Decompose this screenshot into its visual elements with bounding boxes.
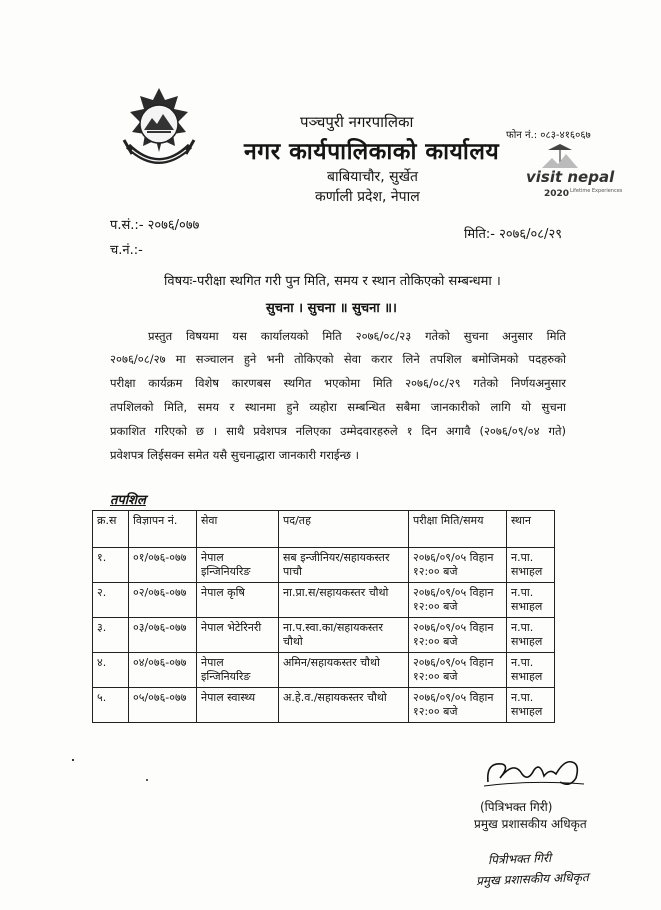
letter-number: प.सं.:- २०७६/०७७ <box>110 218 200 233</box>
body-line: परीक्षा कार्यक्रम विशेष कारणबस स्थगित भएकोमा मिति २०७६/०८/२९ गतेको निर्णयअनुसार <box>110 376 566 390</box>
visit-nepal-year: 2020 <box>544 189 570 199</box>
visit-nepal-word: visit nepal <box>526 168 615 186</box>
column-header-ad-no: विज्ञापन नं. <box>129 511 197 548</box>
subject-line: विषयः-परीक्षा स्थगित गरी पुन मिति, समय र स्थान तोकिएको सम्बन्धमा । <box>164 274 501 289</box>
schedule-table <box>92 510 555 723</box>
cell-venue: न.पा. सभाहल <box>507 583 555 618</box>
column-header-exam: परीक्षा मिति/समय <box>409 511 507 548</box>
cell-ad-no: ०५/०७६-०७७ <box>129 688 197 723</box>
cell-exam: २०७६/०९/०५ विहान १२:०० बजे <box>409 548 507 583</box>
cell-post: अ.हे.व./सहायकस्तर चौथो <box>279 688 409 723</box>
cell-venue: न.पा. सभाहल <box>507 688 555 723</box>
cell-post: सब इन्जीनियर/सहायकस्तर पाचौ <box>279 548 409 583</box>
signatory-title: प्रमुख प्रशासकीय अधिकृत <box>474 817 587 831</box>
cell-post: ना.प्रा.स/सहायकस्तर चौथो <box>279 583 409 618</box>
scan-speck <box>72 759 74 761</box>
cell-venue: न.पा. सभाहल <box>507 618 555 653</box>
table-row <box>93 583 555 618</box>
address-line-1: बाबियाचौर, सुर्खेत <box>327 169 419 185</box>
handwritten-name: पित्रीभक्त गिरी <box>487 850 552 868</box>
body-line: २०७६/०८/२७ मा सञ्चालन हुने भनी तोकिएको सेवा करार लिने तपशिल बमोजिमको पदहरुको <box>110 352 566 366</box>
cell-sn: १. <box>93 548 129 583</box>
table-header-row <box>93 511 555 548</box>
body-line: प्रवेशपत्र लिईसक्न समेत यसै सुचनाद्धारा जानकारी गराईन्छ । <box>110 448 359 462</box>
schedule-title: तपशिल <box>110 493 146 508</box>
table-row <box>93 618 555 653</box>
table-row <box>93 653 555 688</box>
notice-heading: सुचना । सुचना ॥ सुचना ॥। <box>266 301 397 316</box>
body-line: प्रकाशित गरिएको छ । साथै प्रवेशपत्र नलिएका उम्मेदवारहरुले १ दिन अगावै (२०७६/०९/०४ गते) <box>110 424 566 438</box>
office-title: नगर कार्यपालिकाको कार्यालय <box>244 139 500 165</box>
cell-ad-no: ०२/०७६-०७७ <box>129 583 197 618</box>
cell-service: नेपाल कृषि <box>197 583 279 618</box>
handwritten-title: प्रमुख प्रशासकीय अधिकृत <box>475 870 589 888</box>
visit-nepal-logo <box>526 144 623 216</box>
table-row <box>93 688 555 723</box>
visit-nepal-tagline: Lifetime Experiences <box>570 188 623 194</box>
column-header-post: पद/तह <box>279 511 409 548</box>
dispatch-number: च.नं.:- <box>110 243 143 258</box>
cell-service: नेपाल इन्जिनियरिङ <box>197 548 279 583</box>
cell-sn: ३. <box>93 618 129 653</box>
cell-ad-no: ०४/०७६-०७७ <box>129 653 197 688</box>
signature-scribble <box>480 752 590 792</box>
cell-post: ना.प.स्वा.का/सहायकस्तर चौथो <box>279 618 409 653</box>
scan-speck <box>146 779 148 781</box>
cell-sn: ४. <box>93 653 129 688</box>
phone-number: फोन नं.: ०८३-४१६०६७ <box>506 130 591 141</box>
table-row <box>93 548 555 583</box>
cell-post: अमिन/सहायकस्तर चौथो <box>279 653 409 688</box>
cell-exam: २०७६/०९/०५ विहान १२:०० बजे <box>409 688 507 723</box>
body-line: तपशिलको मिति, समय र स्थानमा हुने व्यहोरा सम्बन्धित सबैमा जानकारीको लागि यो सुचना <box>110 400 566 414</box>
body-line: प्रस्तुत विषयमा यस कार्यालयको मिति २०७६/०८/२३ गतेको सुचना अनुसार मिति <box>148 329 566 343</box>
column-header-service: सेवा <box>197 511 279 548</box>
cell-exam: २०७६/०९/०५ विहान १२:०० बजे <box>409 618 507 653</box>
cell-service: नेपाल भेटेरिनरी <box>197 618 279 653</box>
cell-venue: न.पा. सभाहल <box>507 653 555 688</box>
cell-service: नेपाल स्वास्थ्य <box>197 688 279 723</box>
cell-sn: ५. <box>93 688 129 723</box>
cell-sn: २. <box>93 583 129 618</box>
address-line-2: कर्णाली प्रदेश, नेपाल <box>315 189 420 205</box>
column-header-venue: स्थान <box>507 511 555 548</box>
nepal-government-emblem-icon <box>118 84 200 180</box>
cell-ad-no: ०१/०७६-०७७ <box>129 548 197 583</box>
cell-exam: २०७६/०९/०५ विहान १२:०० बजे <box>409 583 507 618</box>
column-header-sn: क्र.स <box>93 511 129 548</box>
cell-service: नेपाल इन्जिनियरिङ <box>197 653 279 688</box>
municipality-name: पञ्चपुरी नगरपालिका <box>300 113 414 131</box>
cell-venue: न.पा. सभाहल <box>507 548 555 583</box>
cell-ad-no: ०३/०७६-०७७ <box>129 618 197 653</box>
cell-exam: २०७६/०९/०५ विहान १२:०० बजे <box>409 653 507 688</box>
letter-date: मिति:- २०७६/०८/२९ <box>464 227 562 242</box>
signatory-name: (पित्रिभक्त गिरी) <box>480 800 553 814</box>
